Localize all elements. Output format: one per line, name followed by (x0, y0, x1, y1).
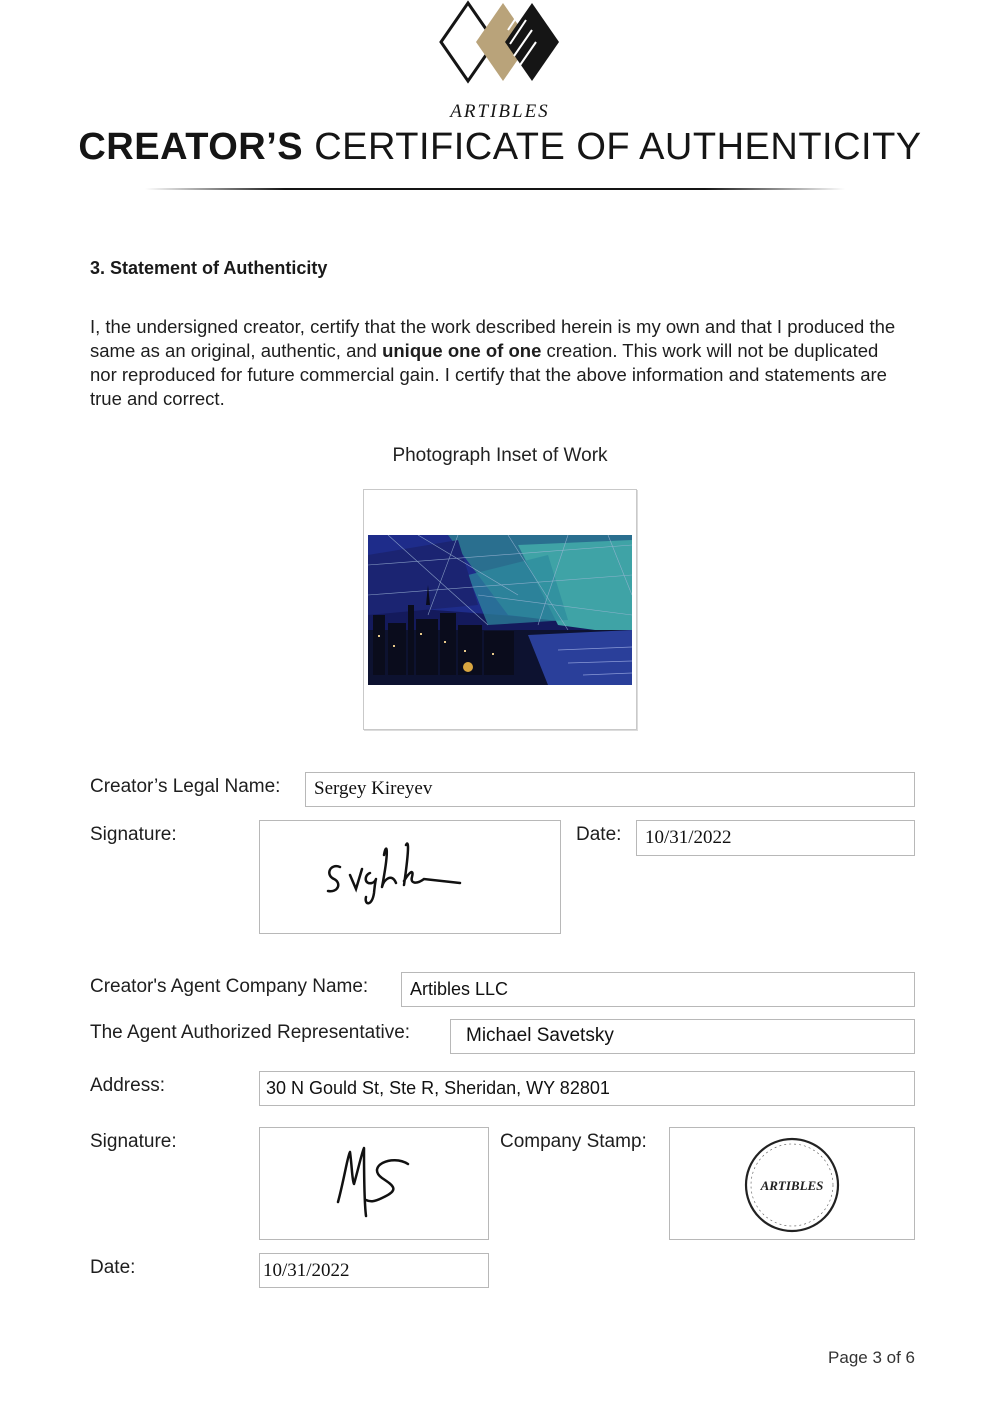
address-field[interactable]: 30 N Gould St, Ste R, Sheridan, WY 82801 (259, 1071, 915, 1106)
agent-signature-label: Signature: (90, 1131, 177, 1152)
legal-name-label: Creator’s Legal Name: (90, 776, 281, 797)
creator-signature-icon (320, 835, 470, 915)
statement-text-2: creation. This work will not be duplicated nor reproduced for future commercial gain. I certify that the above information and statements are true and correct. (90, 340, 887, 409)
stamp-label: Company Stamp: (500, 1131, 647, 1152)
agent-rep-field[interactable]: Michael Savetsky (450, 1019, 915, 1054)
statement-paragraph (90, 315, 910, 411)
logo-mark-icon (441, 3, 559, 81)
statement-text-1: I, the undersigned creator, certify that the work described herein is my own and that I produced the same as an original, authentic, and (90, 316, 896, 361)
creator-signature-box[interactable] (259, 820, 561, 934)
stamp-text: ARTIBLES (760, 1178, 824, 1193)
page-number: Page 3 of 6 (828, 1348, 915, 1367)
statement-emphasis: unique one of one (382, 340, 542, 361)
legal-name-field[interactable]: Sergey Kireyev (305, 772, 915, 807)
company-stamp-box (669, 1127, 915, 1240)
agent-company-field[interactable]: Artibles LLC (401, 972, 915, 1007)
header-divider (145, 188, 845, 190)
certificate-title (0, 126, 1000, 169)
photo-inset-frame (363, 489, 637, 730)
agent-date-label: Date: (90, 1257, 136, 1278)
agent-signature-box[interactable] (259, 1127, 489, 1240)
artibles-logo (438, 0, 562, 125)
logo-wordmark: ARTIBLES (450, 101, 550, 122)
creator-date-field[interactable]: 10/31/2022 (636, 820, 915, 856)
title-rest: CERTIFICATE OF AUTHENTICITY (314, 126, 922, 168)
artwork-image (368, 535, 632, 685)
agent-signature-icon (330, 1140, 420, 1225)
creator-signature-label: Signature: (90, 824, 177, 845)
agent-date-field[interactable]: 10/31/2022 (259, 1253, 489, 1288)
agent-rep-label: The Agent Authorized Representative: (90, 1022, 411, 1043)
agent-company-label: Creator's Agent Company Name: (90, 976, 369, 997)
creator-date-label: Date: (576, 824, 622, 845)
address-label: Address: (90, 1075, 165, 1096)
section-heading: 3. Statement of Authenticity (90, 258, 328, 278)
company-stamp-icon (742, 1136, 842, 1234)
inset-label: Photograph Inset of Work (392, 445, 608, 466)
title-bold: CREATOR’S (78, 126, 304, 168)
